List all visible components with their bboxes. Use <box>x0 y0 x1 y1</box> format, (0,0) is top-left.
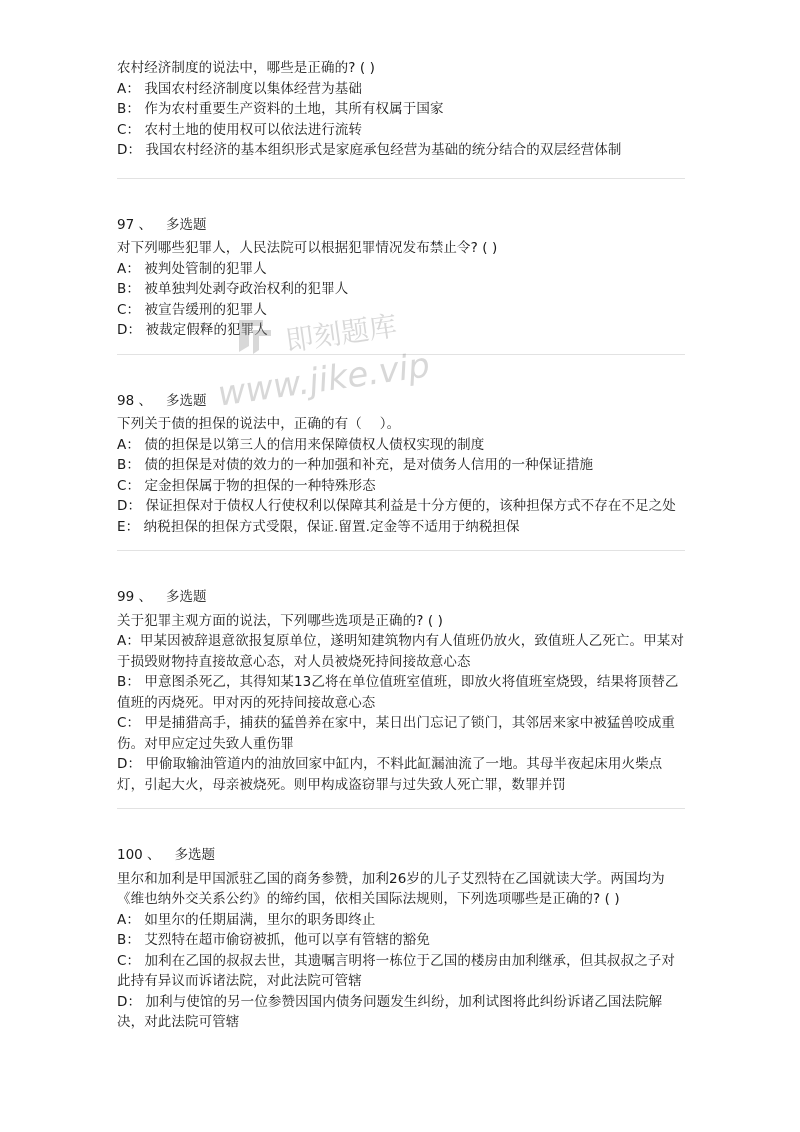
option-c: C： 甲是捕猎高手，捕获的猛兽养在家中，某日出门忘记了锁门，其邻居来家中被猛兽咬成重伤。对甲应定过失致人重伤罪 <box>117 715 675 752</box>
divider <box>117 354 685 355</box>
question-97 <box>117 215 687 341</box>
question-header <box>117 391 687 412</box>
option-c: C： 加利在乙国的叔叔去世，其遗嘱言明将一栋位于乙国的楼房由加利继承，但其叔叔之子对此持有异议而诉诸法院，对此法院可管辖 <box>117 952 675 989</box>
option-b: B： 被单独判处剥夺政治权利的犯罪人 <box>117 281 349 297</box>
option-b: B： 作为农村重要生产资料的土地，其所有权属于国家 <box>117 101 444 117</box>
question-header <box>117 845 687 866</box>
option-a: A： 债的担保是以第三人的信用来保障债权人债权实现的制度 <box>117 436 485 453</box>
option-c: C： 定金担保属于物的担保的一种特殊形态 <box>117 477 376 494</box>
question-document <box>117 58 687 1033</box>
option-c: C： 农村土地的使用权可以依法进行流转 <box>117 121 363 138</box>
option-a: A： 被判处管制的犯罪人 <box>117 260 267 277</box>
option-d: D： 加利与使馆的另一位参赞因国内债务问题发生纠纷，加利试图将此纠纷诉诸乙国法院解决，对此法院可管辖 <box>117 993 663 1030</box>
option-e: E： 纳税担保的担保方式受限，保证.留置.定金等不适用于纳税担保 <box>117 518 520 535</box>
question-number: 100 、 <box>117 847 161 863</box>
divider <box>117 550 685 551</box>
question-96 <box>117 58 687 161</box>
question-header <box>117 587 687 608</box>
question-stem: 对下列哪些犯罪人，人民法院可以根据犯罪情况发布禁止令? ( ) <box>117 240 498 256</box>
question-99 <box>117 587 687 795</box>
watermark-en: www.jike.vip <box>215 345 433 415</box>
divider <box>117 808 685 809</box>
question-number: 99 、 <box>117 589 152 605</box>
option-a: A： 我国农村经济制度以集体经营为基础 <box>117 80 362 97</box>
option-d: D： 被裁定假释的犯罪人 <box>117 322 268 338</box>
option-b: B： 债的担保是对债的效力的一种加强和补充，是对债务人信用的一种保证措施 <box>117 457 594 473</box>
option-b: B： 甲意图杀死乙，其得知某13乙将在单位值班室值班，即放火将值班室烧毁，结果将顶替乙值班的丙烧死。甲对丙的死持间接故意心态 <box>117 674 679 711</box>
option-d: D： 保证担保对于债权人行使权利以保障其利益是十分方便的，该种担保方式不存在不足之处 <box>117 498 676 514</box>
option-b: B： 艾烈特在超市偷窃被抓，他可以享有管辖的豁免 <box>117 932 430 948</box>
question-type: 多选题 <box>165 392 207 409</box>
option-a: A： 如里尔的任期届满，里尔的职务即终止 <box>117 911 376 928</box>
question-98 <box>117 391 687 538</box>
question-number: 98 、 <box>117 392 152 409</box>
option-a: A：甲某因被辞退意欲报复原单位，遂明知建筑物内有人值班仍放火，致值班人乙死亡。甲某对于损毁财物持直接故意心态，对人员被烧死持间接故意心态 <box>117 633 684 670</box>
watermark-cn: 即刻题库 <box>283 309 399 358</box>
question-number: 97 、 <box>117 216 152 233</box>
question-100 <box>117 845 687 1033</box>
question-type: 多选题 <box>165 589 207 605</box>
question-stem: 下列关于债的担保的说法中，正确的有（ ）。 <box>117 416 401 432</box>
option-c: C： 被宣告缓刑的犯罪人 <box>117 301 267 318</box>
question-stem: 农村经济制度的说法中，哪些是正确的? ( ) <box>117 60 375 76</box>
question-stem: 里尔和加利是甲国派驻乙国的商务参赞，加利26岁的儿子艾烈特在乙国就读大学。两国均为《维也纳外交关系公约》的缔约国，依相关国际法规则，下列选项哪些是正确的? ( ) <box>117 870 665 907</box>
question-type: 多选题 <box>165 216 207 233</box>
option-d: D： 甲偷取输油管道内的油放回家中缸内，不料此缸漏油流了一地。其母半夜起床用火柴点灯，引起大火，母亲被烧死。则甲构成盗窃罪与过失致人死亡罪，数罪并罚 <box>117 756 663 793</box>
question-type: 多选题 <box>174 847 216 863</box>
question-stem: 关于犯罪主观方面的说法，下列哪些选项是正确的? ( ) <box>117 612 443 629</box>
divider <box>117 178 685 179</box>
question-header <box>117 215 687 236</box>
option-d: D： 我国农村经济的基本组织形式是家庭承包经营为基础的统分结合的双层经营体制 <box>117 142 622 158</box>
